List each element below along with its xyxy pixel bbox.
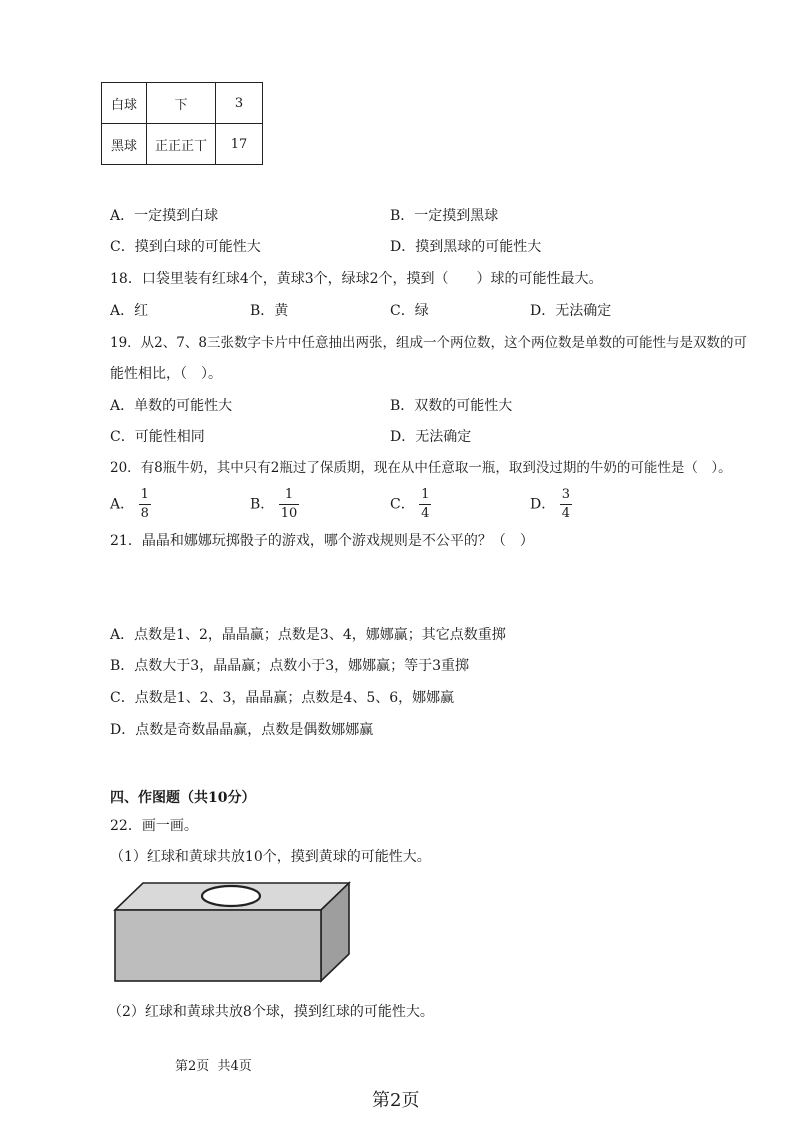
- q19-option-c: C．可能性相同: [110, 429, 205, 445]
- tally-label-white: 白球: [102, 83, 147, 124]
- box-front-face: [115, 910, 321, 981]
- table-row: [102, 83, 263, 124]
- tally-count-black: 17: [216, 124, 263, 165]
- q20-option-b-label: B．: [250, 496, 275, 513]
- q18-option-a: A．红: [110, 303, 149, 319]
- q17-option-d: D．摸到黑球的可能性大: [390, 239, 542, 255]
- q20-option-a-label: A．: [110, 496, 135, 513]
- fraction-numerator: 1: [284, 487, 294, 502]
- q18-option-d: D．无法确定: [530, 303, 612, 319]
- q21-option-d: D．点数是奇数晶晶赢，点数是偶数娜娜赢: [110, 722, 374, 738]
- fraction-denominator: 10: [280, 506, 298, 521]
- q17-option-a: A．一定摸到白球: [110, 208, 219, 224]
- fraction-denominator: 4: [561, 506, 570, 521]
- fraction-numerator: 1: [421, 487, 430, 502]
- q20-option-c: [390, 488, 431, 521]
- tally-table: [101, 82, 263, 165]
- q21-option-c: C．点数是1、2、3，晶晶赢；点数是4、5、6，娜娜赢: [110, 690, 455, 706]
- fraction-numerator: 1: [140, 487, 149, 502]
- page-indicator-large: 第2页: [372, 1090, 420, 1111]
- q20-option-a-fraction: [139, 488, 151, 521]
- tally-marks-black: 正正正丅: [147, 124, 216, 165]
- q20-option-b-fraction: [279, 488, 300, 521]
- tally-marks-white: 下: [147, 83, 216, 124]
- q20-option-d: [530, 488, 572, 521]
- fraction-bar: [279, 504, 300, 505]
- box-opening: [202, 886, 260, 906]
- q20-option-d-label: D．: [530, 496, 556, 513]
- q20-option-b: [250, 488, 299, 521]
- fraction-denominator: 8: [140, 506, 149, 521]
- page-indicator-small: 第2页 共4页: [175, 1059, 252, 1074]
- q19-option-b: B．双数的可能性大: [390, 398, 513, 414]
- q22-stem: 22．画一画。: [110, 818, 198, 834]
- q19-option-d: D．无法确定: [390, 429, 472, 445]
- q17-option-c: C．摸到白球的可能性大: [110, 239, 261, 255]
- q20-option-c-fraction: [419, 488, 431, 521]
- fraction-denominator: 4: [421, 506, 430, 521]
- q20-stem: 20．有8瓶牛奶，其中只有2瓶过了保质期，现在从中任意取一瓶，取到没过期的牛奶的可能性是（ ）。: [110, 460, 732, 476]
- tally-label-black: 黑球: [102, 124, 147, 165]
- q18-stem: 18．口袋里装有红球4个，黄球3个，绿球2个，摸到（ ）球的可能性最大。: [110, 271, 603, 287]
- tally-count-white: 3: [216, 83, 263, 124]
- q19-stem-line1: 19．从2、7、8三张数字卡片中任意抽出两张，组成一个两位数，这个两位数是单数的可能性与是双数的可: [110, 335, 747, 351]
- fraction-bar: [560, 504, 572, 505]
- fraction-bar: [139, 504, 151, 505]
- q22-sub1: （1）红球和黄球共放10个，摸到黄球的可能性大。: [110, 849, 431, 865]
- q19-stem-line2: 能性相比，（ ）。: [110, 366, 222, 382]
- section-4-title: 四、作图题（共10分）: [110, 790, 256, 806]
- q20-option-c-label: C．: [390, 496, 415, 513]
- q20-option-d-fraction: [560, 488, 572, 521]
- table-row: [102, 124, 263, 165]
- q19-option-a: A．单数的可能性大: [110, 398, 233, 414]
- q22-sub2: （2）红球和黄球共放8个球，摸到红球的可能性大。: [108, 1004, 434, 1020]
- ball-box-drawing: [110, 880, 355, 984]
- q18-option-b: B．黄: [250, 303, 289, 319]
- fraction-numerator: 3: [561, 487, 570, 502]
- q17-option-b: B．一定摸到黑球: [390, 208, 499, 224]
- q20-option-a: [110, 488, 151, 521]
- q21-option-b: B．点数大于3，晶晶赢；点数小于3，娜娜赢；等于3重掷: [110, 658, 470, 674]
- q21-stem: 21．晶晶和娜娜玩掷骰子的游戏，哪个游戏规则是不公平的？（ ）: [110, 533, 534, 549]
- fraction-bar: [419, 504, 431, 505]
- q18-option-c: C．绿: [390, 303, 429, 319]
- q21-option-a: A．点数是1、2，晶晶赢；点数是3、4，娜娜赢；其它点数重掷: [110, 627, 506, 643]
